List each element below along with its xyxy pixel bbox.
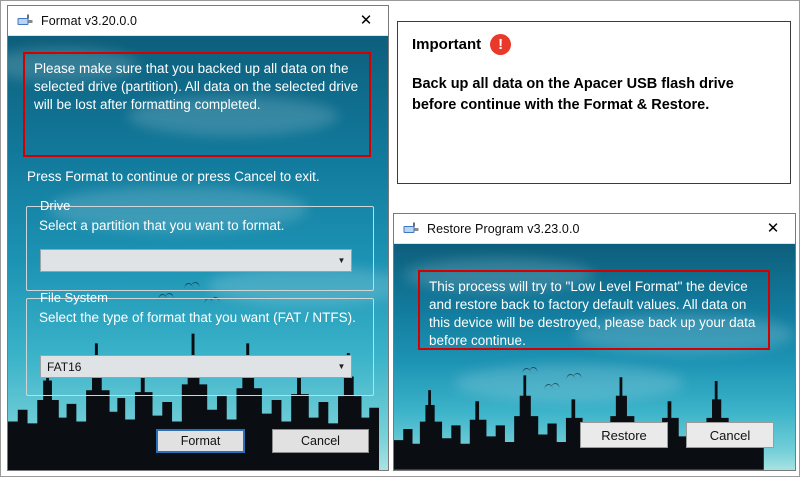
restore-window-background: [394, 244, 795, 470]
important-heading: Important: [412, 36, 482, 53]
close-icon[interactable]: ✕: [766, 220, 780, 237]
important-body-text: Back up all data on the Apacer USB flash drive before continue with the Format & Restore.: [412, 76, 734, 114]
format-window: [7, 5, 389, 471]
usb-drive-icon: [402, 220, 420, 238]
important-heading-row: [412, 34, 511, 55]
exclamation-icon: !: [490, 34, 511, 55]
format-button[interactable]: Format: [156, 429, 245, 453]
city-skyline: [394, 368, 764, 470]
filesystem-group-label: File System: [40, 290, 108, 305]
usb-drive-icon: [16, 12, 34, 30]
chevron-down-icon[interactable]: ▼: [337, 362, 346, 371]
filesystem-select-value: FAT16: [47, 359, 82, 374]
restore-warning-box: [418, 270, 770, 350]
restore-warning-text: This process will try to "Low Level Format" the device and restore back to factory default values. All data on this device will be destroyed, please back up your data before continue.: [429, 279, 756, 348]
filesystem-group-hint: Select the type of format that you want (FAT / NTFS).: [39, 310, 356, 325]
filesystem-group: [26, 290, 374, 396]
format-window-titlebar[interactable]: [8, 6, 388, 36]
drive-group: [26, 198, 374, 291]
important-panel: [397, 21, 791, 184]
drive-select[interactable]: [40, 249, 352, 272]
restore-cancel-button[interactable]: Cancel: [686, 422, 774, 448]
format-window-background: [8, 36, 388, 470]
restore-window-title: Restore Program v3.23.0.0: [427, 221, 580, 236]
format-instruction-text: Press Format to continue or press Cancel to exit.: [27, 169, 320, 184]
restore-window-titlebar[interactable]: [394, 214, 795, 244]
filesystem-select[interactable]: [40, 355, 352, 378]
restore-button[interactable]: Restore: [580, 422, 668, 448]
chevron-down-icon[interactable]: ▼: [337, 256, 346, 265]
cancel-button[interactable]: Cancel: [272, 429, 369, 453]
drive-group-label: Drive: [40, 198, 71, 213]
restore-window: [393, 213, 796, 471]
close-icon[interactable]: ✕: [359, 12, 373, 29]
format-warning-text: Please make sure that you backed up all data on the selected drive (partition). All data on the selected drive will be lost after formatting completed.: [34, 61, 359, 112]
format-window-title: Format v3.20.0.0: [41, 13, 138, 28]
drive-group-hint: Select a partition that you want to format.: [39, 218, 285, 233]
format-warning-box: [23, 52, 371, 157]
